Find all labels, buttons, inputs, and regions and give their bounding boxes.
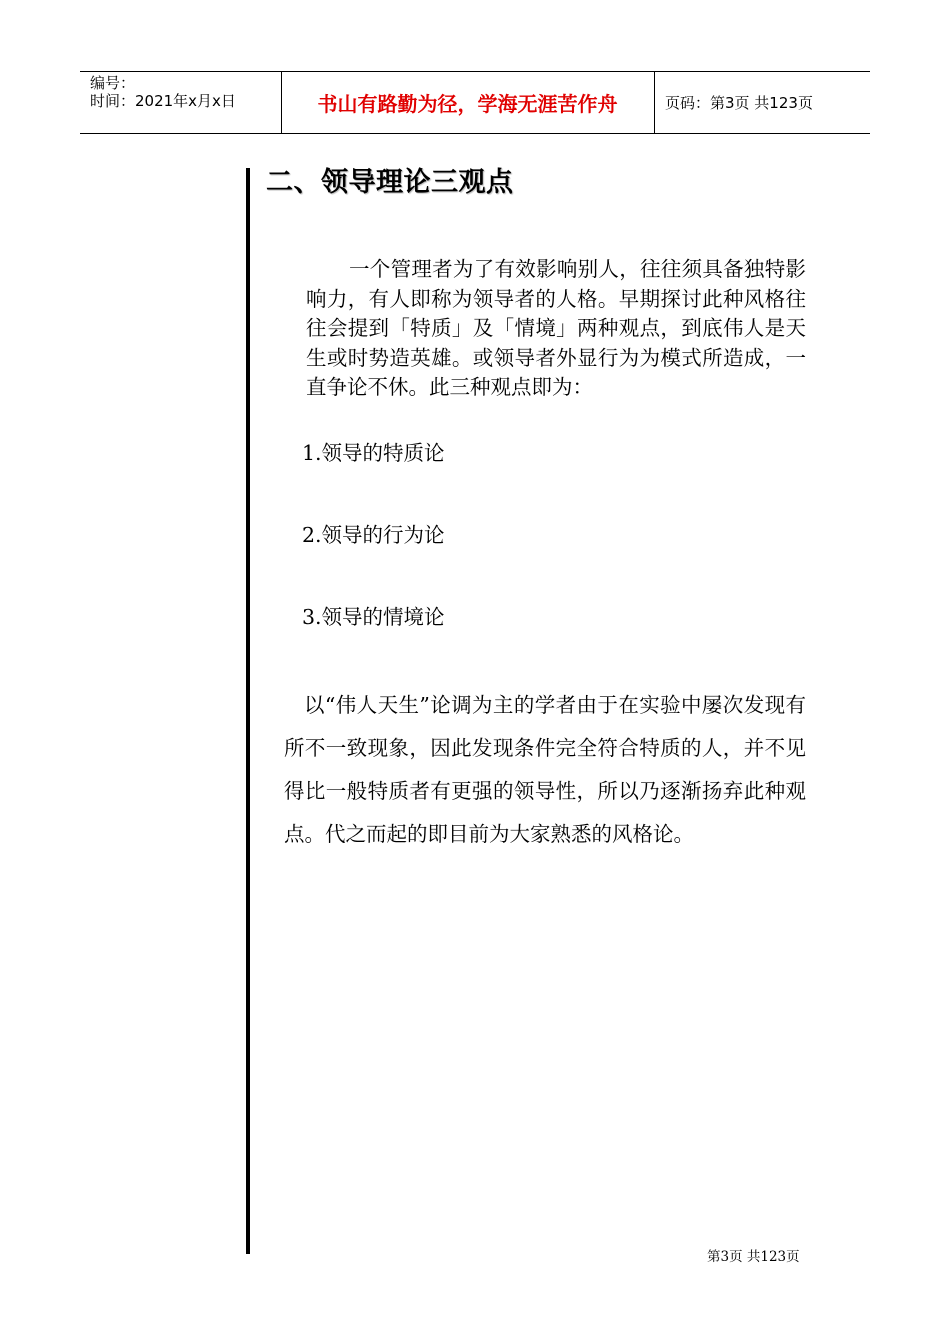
footer-page-number: 第3页 共123页	[707, 1249, 800, 1265]
list-item: 1.领导的特质论	[302, 441, 445, 465]
header-motto-cell	[281, 72, 655, 133]
date-line: 时间：2021年x月x日	[90, 92, 236, 110]
header-page-cell	[655, 72, 870, 133]
header-meta-cell	[80, 72, 282, 133]
code-label: 编号：	[90, 74, 136, 92]
intro-paragraph: 一个管理者为了有效影响别人，往往须具备独特影响力，有人即称为领导者的人格。早期探讨此种风格往往会提到「特质」及「情境」两种观点，到底伟人是天生或时势造英雄。或领导者外显行为为模式所造成，一直争论不休。此三种观点即为：	[306, 257, 806, 399]
list-item: 2.领导的行为论	[302, 523, 445, 547]
document-header	[80, 71, 870, 134]
motto: 书山有路勤为径，学海无涯苦作舟	[317, 92, 618, 116]
page-info: 页码：第3页 共123页	[665, 94, 813, 112]
list-item: 3.领导的情境论	[302, 605, 445, 629]
conclusion-paragraph: 以“伟人天生”论调为主的学者由于在实验中屡次发现有所不一致现象，因此发现条件完全符合特质的人，并不见得比一般特质者有更强的领导性，所以乃逐渐扬弃此种观点。代之而起的即目前为大家熟悉的风格论。	[284, 693, 806, 846]
section-title: 二、领导理论三观点	[266, 167, 514, 198]
margin-rule	[246, 168, 250, 1254]
